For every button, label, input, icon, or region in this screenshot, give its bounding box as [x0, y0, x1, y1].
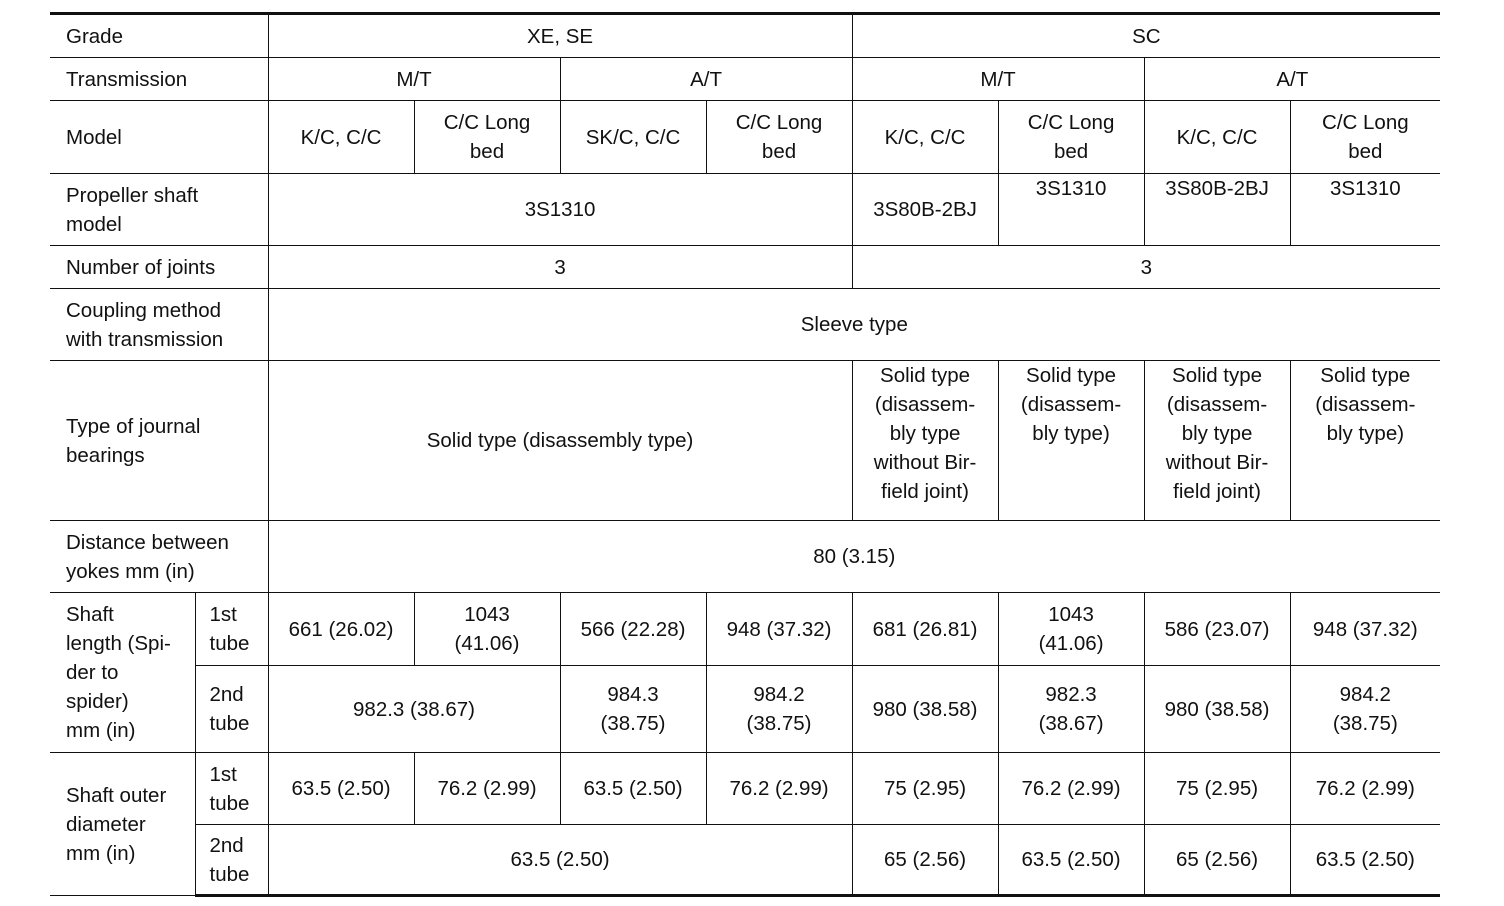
propeller-shaft-model-sc: 3S80B-2BJ: [852, 174, 998, 246]
grade-xe-se: XE, SE: [268, 14, 852, 58]
shaft-outer-diameter-cell: 76.2 (2.99): [998, 753, 1144, 825]
shaft-length-2nd-tube-row: [50, 666, 1440, 753]
distance-between-yokes-label: Distance between yokes mm (in): [50, 521, 268, 593]
propeller-shaft-model-sc: 3S1310: [998, 174, 1144, 246]
grade-label: Grade: [50, 14, 268, 58]
model-cell: SK/C, C/C: [560, 101, 706, 174]
shaft-outer-diameter-cell: 65 (2.56): [1144, 825, 1290, 896]
shaft-length-cell: 586 (23.07): [1144, 593, 1290, 666]
model-cell: K/C, C/C: [1144, 101, 1290, 174]
propeller-shaft-model-label: Propeller shaft model: [50, 174, 268, 246]
coupling-method-label: Coupling method with transmission: [50, 289, 268, 361]
distance-between-yokes-row: [50, 521, 1440, 593]
shaft-outer-diameter-cell: 63.5 (2.50): [1290, 825, 1440, 896]
shaft-outer-diameter-cell: 75 (2.95): [1144, 753, 1290, 825]
model-cell: C/C Long bed: [998, 101, 1144, 174]
journal-bearings-row: [50, 361, 1440, 521]
shaft-outer-diameter-cell: 76.2 (2.99): [414, 753, 560, 825]
shaft-outer-diameter-cell: 63.5 (2.50): [268, 825, 852, 896]
shaft-length-label: Shaft length (Spi- der to spider) mm (in): [50, 593, 195, 753]
model-cell: C/C Long bed: [706, 101, 852, 174]
transmission-cell: M/T: [852, 58, 1144, 101]
model-cell: C/C Long bed: [414, 101, 560, 174]
journal-bearings-sc: Solid type (disassem- bly type): [998, 361, 1144, 521]
propeller-shaft-spec-table: [50, 12, 1440, 897]
shaft-outer-diameter-cell: 76.2 (2.99): [1290, 753, 1440, 825]
shaft-length-cell: 948 (37.32): [1290, 593, 1440, 666]
transmission-cell: A/T: [1144, 58, 1440, 101]
propeller-shaft-model-row: [50, 174, 1440, 246]
shaft-length-cell: 984.3 (38.75): [560, 666, 706, 753]
transmission-cell: A/T: [560, 58, 852, 101]
shaft-outer-diameter-cell: 63.5 (2.50): [560, 753, 706, 825]
tube-1st-label: 1st tube: [195, 593, 268, 666]
transmission-cell: M/T: [268, 58, 560, 101]
shaft-length-cell: 980 (38.58): [852, 666, 998, 753]
shaft-outer-diameter-cell: 63.5 (2.50): [268, 753, 414, 825]
shaft-length-cell: 681 (26.81): [852, 593, 998, 666]
shaft-length-cell: 661 (26.02): [268, 593, 414, 666]
number-of-joints-sc: 3: [852, 246, 1440, 289]
shaft-outer-diameter-cell: 76.2 (2.99): [706, 753, 852, 825]
shaft-length-cell: 1043 (41.06): [998, 593, 1144, 666]
propeller-shaft-model-sc: 3S80B-2BJ: [1144, 174, 1290, 246]
shaft-outer-diameter-cell: 75 (2.95): [852, 753, 998, 825]
transmission-row: [50, 58, 1440, 101]
transmission-label: Transmission: [50, 58, 268, 101]
model-row: [50, 101, 1440, 174]
model-cell: K/C, C/C: [852, 101, 998, 174]
shaft-length-cell: 980 (38.58): [1144, 666, 1290, 753]
grade-row: [50, 14, 1440, 58]
journal-bearings-xe-se: Solid type (disassembly type): [268, 361, 852, 521]
propeller-shaft-model-sc: 3S1310: [1290, 174, 1440, 246]
shaft-length-cell: 948 (37.32): [706, 593, 852, 666]
journal-bearings-sc: Solid type (disassem- bly type without Bir- field joint): [1144, 361, 1290, 521]
tube-2nd-label: 2nd tube: [195, 825, 268, 896]
model-label: Model: [50, 101, 268, 174]
shaft-length-1st-tube-row: [50, 593, 1440, 666]
coupling-method-row: [50, 289, 1440, 361]
distance-between-yokes-value: 80 (3.15): [268, 521, 1440, 593]
shaft-outer-diameter-2nd-tube-row: [50, 825, 1440, 896]
tube-1st-label: 1st tube: [195, 753, 268, 825]
shaft-outer-diameter-cell: 63.5 (2.50): [998, 825, 1144, 896]
shaft-outer-diameter-label: Shaft outer diameter mm (in): [50, 753, 195, 896]
journal-bearings-sc: Solid type (disassem- bly type): [1290, 361, 1440, 521]
coupling-method-value: Sleeve type: [268, 289, 1440, 361]
journal-bearings-label: Type of journal bearings: [50, 361, 268, 521]
number-of-joints-label: Number of joints: [50, 246, 268, 289]
tube-2nd-label: 2nd tube: [195, 666, 268, 753]
model-cell: K/C, C/C: [268, 101, 414, 174]
shaft-length-cell: 566 (22.28): [560, 593, 706, 666]
shaft-length-cell: 982.3 (38.67): [268, 666, 560, 753]
shaft-length-cell: 984.2 (38.75): [1290, 666, 1440, 753]
shaft-length-cell: 984.2 (38.75): [706, 666, 852, 753]
shaft-length-cell: 1043 (41.06): [414, 593, 560, 666]
propeller-shaft-model-xe-se: 3S1310: [268, 174, 852, 246]
grade-sc: SC: [852, 14, 1440, 58]
shaft-outer-diameter-cell: 65 (2.56): [852, 825, 998, 896]
shaft-length-cell: 982.3 (38.67): [998, 666, 1144, 753]
number-of-joints-xe-se: 3: [268, 246, 852, 289]
number-of-joints-row: [50, 246, 1440, 289]
model-cell: C/C Long bed: [1290, 101, 1440, 174]
journal-bearings-sc: Solid type (disassem- bly type without Bir- field joint): [852, 361, 998, 521]
shaft-outer-diameter-1st-tube-row: [50, 753, 1440, 825]
